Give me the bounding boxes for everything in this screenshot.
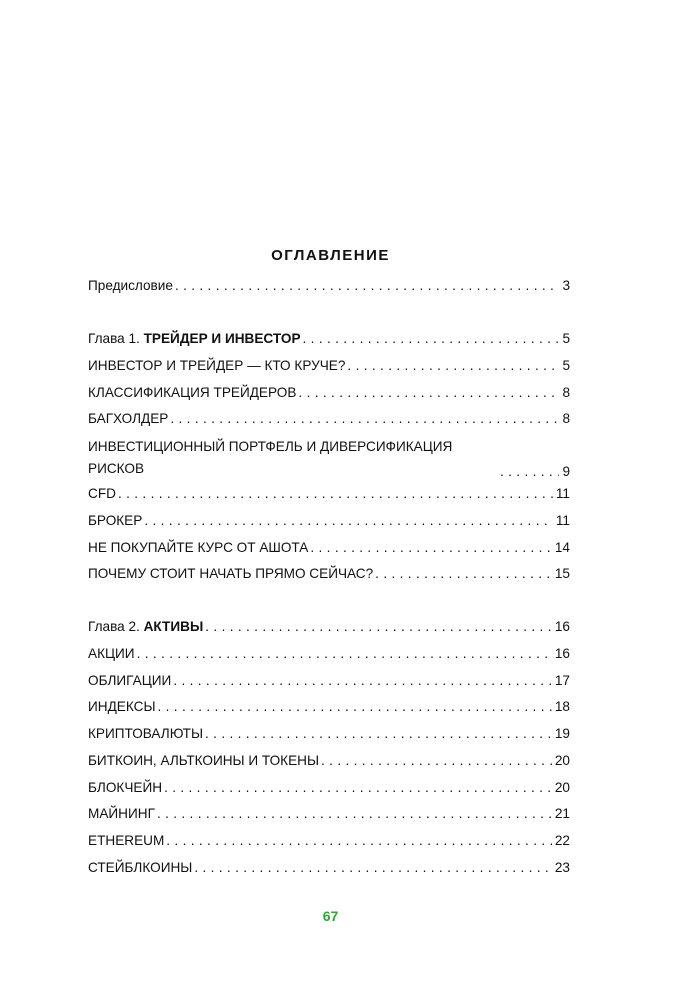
toc-entry[interactable] (88, 436, 570, 480)
toc-entry-label: СТЕЙБЛКОИНЫ (88, 860, 193, 875)
toc-entry-page: 16 (554, 646, 570, 661)
page-number: 67 (322, 908, 339, 924)
toc-entry[interactable] (88, 566, 570, 582)
leader-dots (500, 464, 559, 480)
toc-entry-label: БРОКЕР (88, 513, 143, 528)
toc-entry[interactable] (88, 806, 570, 822)
toc-entry[interactable] (88, 486, 570, 502)
leader-dots (118, 486, 553, 502)
toc-entry-label: КЛАССИФИКАЦИЯ ТРЕЙДЕРОВ (88, 385, 297, 400)
toc-entry-label: НЕ ПОКУПАЙТЕ КУРС ОТ АШОТА (88, 540, 309, 555)
toc-entry[interactable] (88, 385, 570, 401)
toc-entry-page: 18 (554, 699, 570, 714)
toc-entry-chapter-2[interactable] (88, 619, 570, 635)
toc-entry-page: 8 (562, 385, 570, 400)
toc-entry-label: ПОЧЕМУ СТОИТ НАЧАТЬ ПРЯМО СЕЙЧАС? (88, 566, 374, 581)
toc-entry-page: 11 (555, 513, 570, 528)
toc-entry[interactable] (88, 673, 570, 689)
leader-dots (310, 540, 552, 556)
toc-entry-label: БЛОКЧЕЙН (88, 780, 163, 795)
toc-entry[interactable] (88, 540, 570, 556)
toc-title: ОГЛАВЛЕНИЕ (271, 247, 390, 264)
toc-entry-page: 11 (555, 486, 570, 501)
toc-entry[interactable] (88, 860, 570, 876)
leader-dots (173, 673, 552, 689)
toc-entry-page: 14 (554, 540, 570, 555)
toc-entry-label: БАГХОЛДЕР (88, 411, 169, 426)
leader-dots (157, 806, 552, 822)
toc-entry-page: 9 (562, 464, 570, 479)
toc-entry-chapter-1[interactable] (88, 331, 570, 347)
toc-entry-label: МАЙНИНГ (88, 806, 155, 821)
toc-entry-label: ИНДЕКСЫ (88, 699, 156, 714)
toc-entry-label: Предисловие (88, 278, 173, 293)
toc-entry-label (88, 619, 205, 635)
leader-dots (157, 699, 551, 715)
leader-dots (170, 411, 559, 427)
toc-entry-page: 15 (554, 566, 570, 581)
leader-dots (298, 385, 559, 401)
toc-entry-page: 5 (562, 358, 570, 373)
leader-dots (194, 860, 552, 876)
leader-dots (205, 726, 552, 742)
toc-entry-label: ETHEREUM (88, 833, 165, 848)
leader-dots (321, 753, 552, 769)
toc-entry-label: ИНВЕСТОР И ТРЕЙДЕР — КТО КРУЧЕ? (88, 358, 346, 373)
toc-entry-label: КРИПТОВАЛЮТЫ (88, 726, 204, 741)
toc-entry-page: 8 (562, 411, 570, 426)
chapter-prefix: Глава 1. (88, 331, 144, 346)
toc-entry-page: 20 (554, 780, 570, 795)
leader-dots (205, 619, 552, 635)
toc-entry-label: ИНВЕСТИЦИОННЫЙ ПОРТФЕЛЬ И ДИВЕРСИФИКАЦИЯ РИСКОВ (88, 439, 453, 476)
toc-entry[interactable] (88, 358, 570, 374)
table-of-contents (88, 0, 570, 1001)
leader-dots (303, 331, 560, 347)
toc-entry-preface[interactable] (88, 278, 570, 294)
toc-entry[interactable] (88, 780, 570, 796)
toc-entry-page: 5 (562, 331, 570, 346)
toc-entry-page: 22 (554, 833, 570, 848)
toc-entry-label: ОБЛИГАЦИИ (88, 673, 172, 688)
toc-entry-label (88, 331, 303, 347)
leader-dots (164, 780, 552, 796)
toc-entry[interactable] (88, 699, 570, 715)
leader-dots (137, 646, 552, 662)
toc-entry[interactable] (88, 753, 570, 769)
toc-entry-page: 23 (554, 860, 570, 875)
chapter-title: ТРЕЙДЕР И ИНВЕСТОР (143, 331, 301, 346)
toc-entry-page: 16 (554, 619, 570, 634)
leader-dots (375, 566, 552, 582)
toc-entry[interactable] (88, 513, 570, 529)
toc-entry-page: 20 (554, 753, 570, 768)
toc-entry-page: 19 (554, 726, 570, 741)
toc-entry[interactable] (88, 646, 570, 662)
leader-dots (166, 833, 552, 849)
toc-entry-label: БИТКОИН, АЛЬТКОИНЫ И ТОКЕНЫ (88, 753, 320, 768)
toc-entry-page: 21 (554, 806, 570, 821)
toc-entry-page: 3 (562, 278, 570, 293)
toc-entry-label: АКЦИИ (88, 646, 135, 661)
toc-entry[interactable] (88, 726, 570, 742)
toc-entry-page: 17 (554, 673, 570, 688)
chapter-prefix: Глава 2. (88, 619, 144, 634)
leader-dots (144, 513, 553, 529)
chapter-title: АКТИВЫ (143, 619, 204, 634)
toc-entry-label: CFD (88, 486, 116, 501)
toc-entry[interactable] (88, 833, 570, 849)
toc-entry[interactable] (88, 411, 570, 427)
leader-dots (175, 278, 560, 294)
leader-dots (347, 358, 559, 374)
